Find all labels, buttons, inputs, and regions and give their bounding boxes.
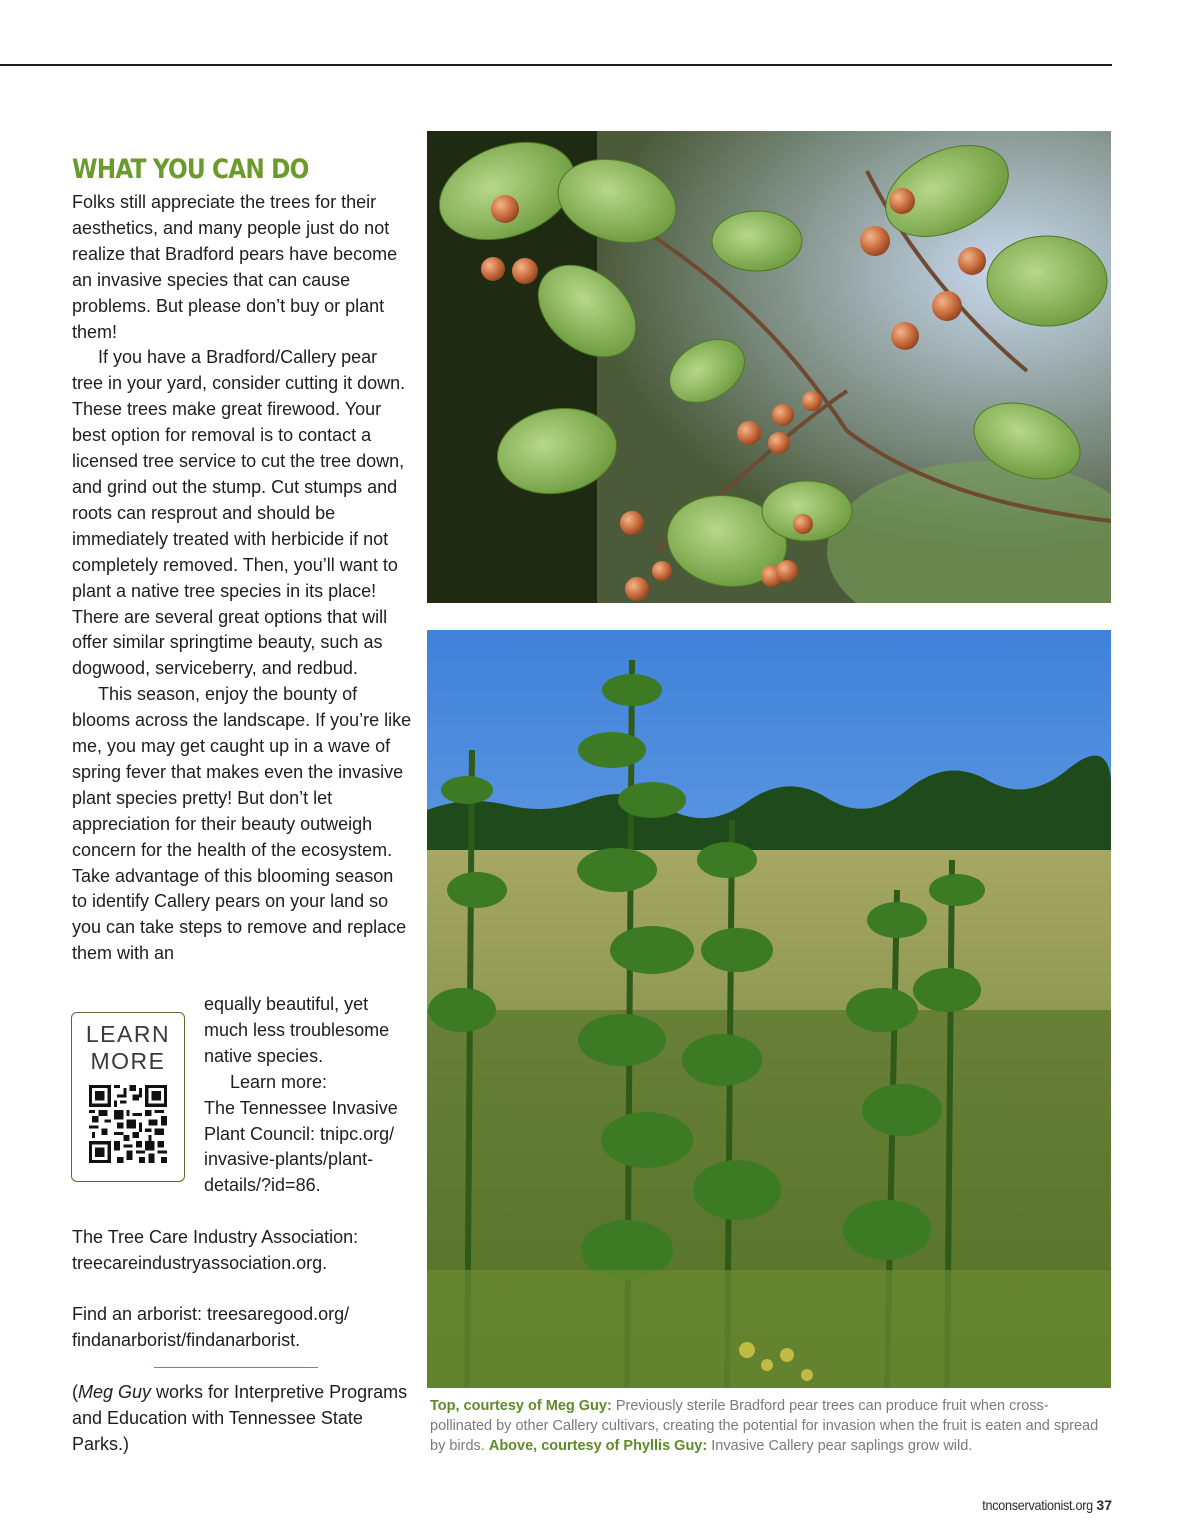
- qr-code-icon[interactable]: [89, 1085, 167, 1163]
- paragraph-3: This season, enjoy the bounty of blooms across the landscape. If you’re like me, you may get caught up in a wave of spring fever that makes even the invasive plant species pretty! But don’t let appreciation for their beauty outweigh concern for the health of the ecosystem. Take advantage of this blooming season to identify Callery pears on your land so you can take steps to remove and replace them with an: [72, 684, 412, 964]
- learn-more-label: LEARN MORE: [85, 1021, 171, 1074]
- wrapped-text: [204, 992, 414, 1199]
- photo-caption: Top, courtesy of Meg Guy: Previously sterile Bradford pear trees can produce fruit when cross-pollinated by other Callery cultivars, creating the potential for invasion when the fruit is eaten and spread by birds. Above, courtesy of Phyllis Guy: Invasive Callery pear saplings grow wild.: [430, 1398, 1099, 1454]
- pear-fruit-image: [427, 131, 1111, 603]
- link-tcia[interactable]: The Tree Care Industry Association: treecareindustryassociation.org.: [72, 1227, 359, 1273]
- page-number: 37: [1096, 1497, 1112, 1513]
- author-name: Meg Guy: [78, 1382, 152, 1402]
- page-footer: [970, 1497, 1112, 1513]
- paragraph-2: If you have a Bradford/Callery pear tree in your yard, consider cutting it down. These trees make great firewood. Your best option for removal is to contact a licensed tree service to cut the tree down, and grind out the stump. Cut stumps and roots can resprout and should be immediately treated with herbicide if not completely removed. Then, you’ll want to plant a native tree species in its place! There are several great options that will offer similar springtime beauty, such as dogwood, serviceberry, and redbud.: [72, 347, 406, 679]
- learn-more-box: [71, 1012, 185, 1182]
- author-note: (Meg Guy works for Interpretive Programs and Education with Tennessee State Parks.): [72, 1382, 408, 1454]
- section-heading: WHAT YOU CAN DO: [72, 154, 309, 185]
- divider: [154, 1367, 318, 1368]
- footer-site[interactable]: tnconservationist.org: [981, 1497, 1093, 1513]
- link-tcia-block: [72, 1225, 412, 1277]
- photo-pear-fruit: [427, 131, 1111, 603]
- link-tnipc[interactable]: The Tennessee Invasive Plant Council: tnipc.org/ invasive-plants/plant- details/?id=86.: [204, 1097, 398, 1196]
- caption-credit-top: Top, courtesy of Meg Guy:: [430, 1398, 612, 1414]
- learn-more-intro: Learn more:: [230, 1071, 328, 1092]
- link-arborist-block: [72, 1302, 412, 1354]
- photo-pear-saplings: [427, 630, 1111, 1388]
- link-arborist[interactable]: Find an arborist: treesaregood.org/ findanarborist/findanarborist.: [72, 1304, 350, 1350]
- paragraph-1: Folks still appreciate the trees for their aesthetics, and many people just do not realize that Bradford pears have become an invasive species that can cause problems. But please don’t buy or plant them!: [72, 192, 398, 342]
- paragraph-3-continued: equally beautiful, yet much less troublesome native species.: [204, 994, 390, 1066]
- caption-credit-bottom: Above, courtesy of Phyllis Guy:: [488, 1438, 708, 1454]
- article-body: [72, 190, 412, 967]
- top-rule: [0, 64, 1112, 66]
- pear-saplings-image: [427, 630, 1111, 1388]
